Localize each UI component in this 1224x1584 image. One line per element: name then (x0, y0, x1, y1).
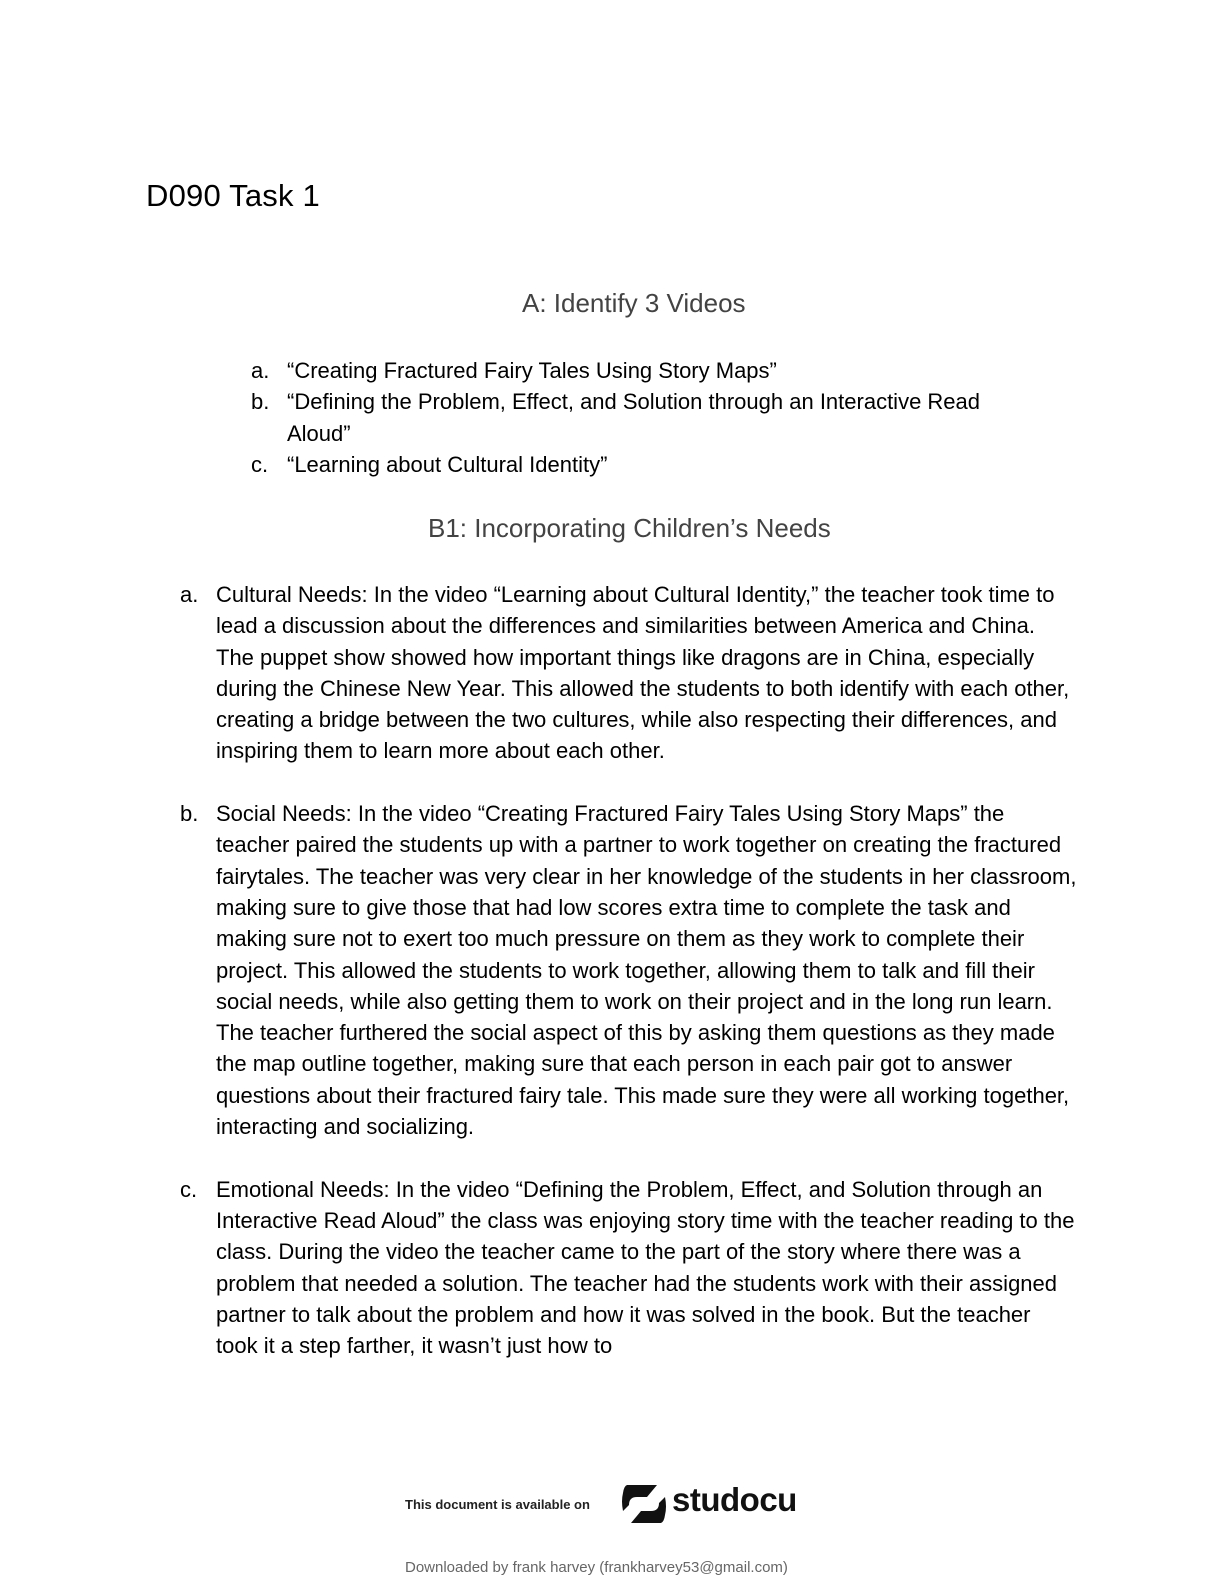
list-marker: c. (180, 1176, 198, 1202)
needs-paragraph: Cultural Needs: In the video “Learning about Cultural Identity,” the teacher took time to lead a discussion about the differences and similarities between America and China. The puppet show showed how important things like dragons are in China, especially during the Chinese New Year. This allowed the students to both identify with each other, creating a bridge between the two cultures, while also respecting their differences, and inspiring them to learn more about each other. (216, 582, 1070, 764)
footer-download-text: Downloaded by frank harvey (frankharvey53@gmail.com) (405, 1559, 788, 1576)
list-item (180, 798, 1078, 1142)
footer-available-text: This document is available on (405, 1497, 590, 1512)
section-b1-heading: B1: Incorporating Children’s Needs (428, 513, 831, 543)
needs-list (180, 579, 1078, 1393)
needs-paragraph: Emotional Needs: In the video “Defining the Problem, Effect, and Solution through an Interactive Read Aloud” the class was enjoying story time with the teacher reading to the class. During the video the teacher came to the part of the story where there was a problem that needed a solution. The teacher had the students work with their assigned partner to talk about the problem and how it was solved in the book. But the teacher took it a step farther, it wasn’t just how to (216, 1176, 1075, 1359)
video-list (251, 355, 1047, 480)
list-marker: b. (180, 801, 199, 827)
list-item (251, 449, 1047, 480)
list-marker: a. (251, 358, 270, 383)
list-item (251, 386, 1047, 449)
video-title: “Learning about Cultural Identity” (287, 451, 608, 477)
list-marker: a. (180, 582, 199, 607)
video-title: “Defining the Problem, Effect, and Solution through an Interactive Read Aloud” (287, 389, 981, 446)
list-marker: b. (251, 389, 270, 415)
list-item (180, 579, 1078, 767)
video-title: “Creating Fractured Fairy Tales Using Story Maps” (287, 358, 777, 383)
studocu-logo-icon (619, 1481, 669, 1527)
list-marker: c. (251, 451, 269, 477)
list-item (251, 355, 1047, 386)
list-item (180, 1174, 1078, 1362)
needs-paragraph: Social Needs: In the video “Creating Fractured Fairy Tales Using Story Maps” the teacher paired the students up with a partner to work together on creating the fractured fairytales. The teacher was very clear in her knowledge of the students in her classroom, making sure to give those that had low scores extra time to complete the task and making sure not to exert too much pressure on them as they work to complete their project. This allowed the students to work together, allowing them to talk and fill their social needs, while also getting them to work on their project and in the long run learn. The teacher furthered the social aspect of this by asking them questions as they made the map outline together, making sure that each person in each pair got to answer questions about their fractured fairy tale. This made sure they were all working together, interacting and socializing. (216, 801, 1077, 1140)
document-title: D090 Task 1 (146, 178, 320, 213)
section-a-heading: A: Identify 3 Videos (522, 288, 746, 318)
studocu-brand[interactable]: studocu (672, 1481, 797, 1518)
